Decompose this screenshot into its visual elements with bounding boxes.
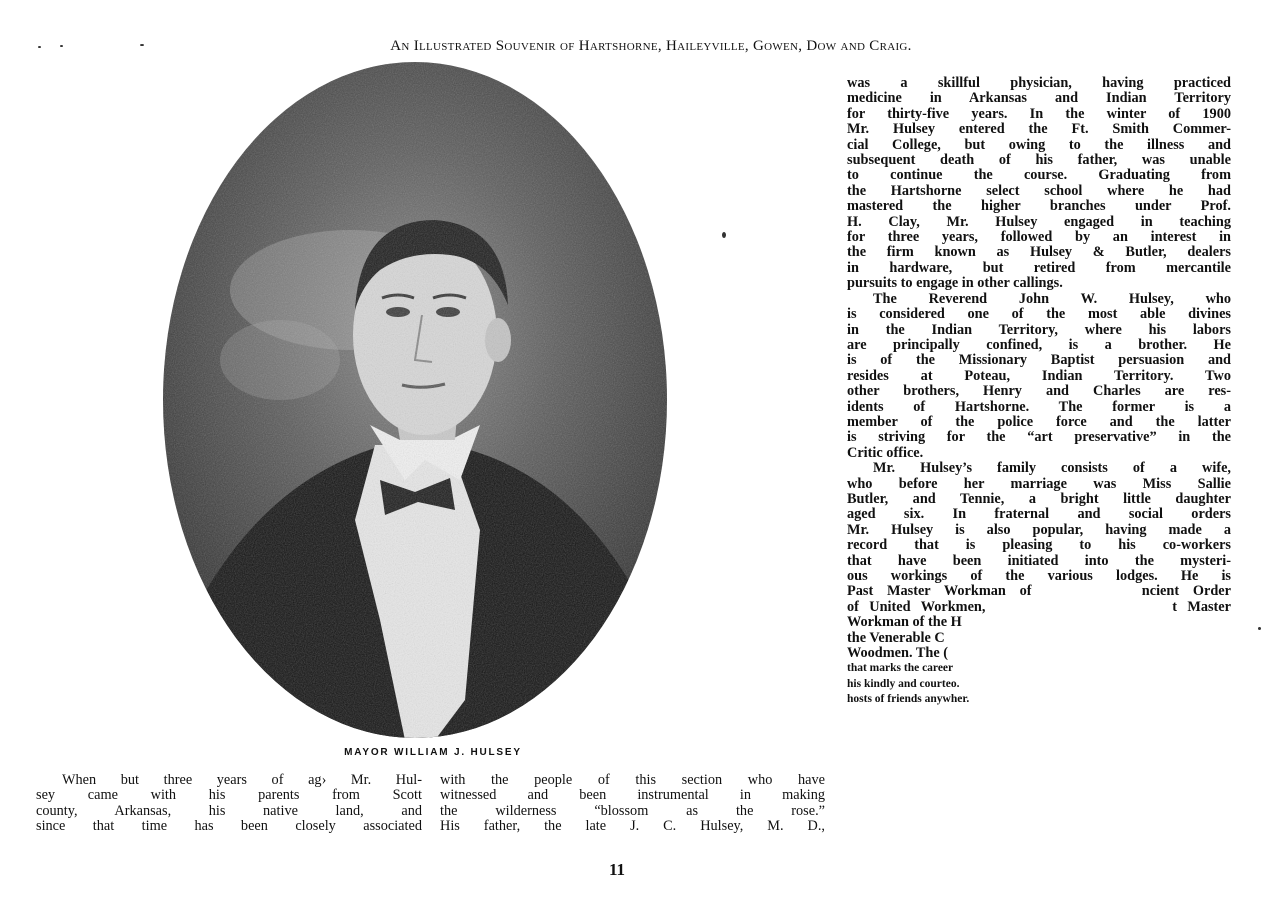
text-line: is of the Missionary Baptist persuasion and (847, 352, 1231, 369)
text-line: cial College, but owing to the illness and (847, 136, 1231, 153)
text-line: who before her marriage was Miss Sallie (847, 475, 1231, 492)
text-line: record that is pleasing to his co-workers (847, 537, 1231, 554)
print-speck (60, 45, 63, 47)
body-column-2 (440, 773, 825, 835)
text-line: the wilderness “blossom as the rose.” (440, 802, 825, 819)
text-line: Critic office. (847, 444, 924, 461)
text-line: medicine in Arkansas and Indian Territory (847, 90, 1231, 107)
text-line: is striving for the “art preservative” in the (847, 429, 1231, 446)
text-line: of United Workmen, t Master (847, 598, 1231, 615)
text-line: in hardware, but retired from mercantile (847, 259, 1231, 276)
text-line: other brothers, Henry and Charles are res- (847, 383, 1231, 400)
text-line: Woodmen. The ( (847, 645, 949, 662)
text-line: The Reverend John W. Hulsey, who (873, 290, 1231, 307)
text-line: with the people of this section who have (440, 772, 825, 788)
text-line: resides at Poteau, Indian Territory. Two (847, 367, 1231, 384)
page-number: 11 (609, 860, 626, 879)
text-line: are principally confined, is a brother. He (847, 336, 1231, 353)
text-line: that marks the career (847, 662, 954, 675)
text-line: idents of Hartshorne. The former is a (847, 398, 1231, 415)
print-speck (1258, 627, 1261, 630)
text-line: Butler, and Tennie, a bright little daughter (847, 490, 1231, 507)
text-line: for three years, followed by an interest in (847, 229, 1231, 246)
text-line: Past Master Workman of ncient Order (847, 583, 1231, 600)
text-line: the Venerable C (847, 629, 945, 646)
text-line: Mr. Hulsey is also popular, having made a (847, 521, 1231, 538)
portrait-caption: MAYOR WILLIAM J. HULSEY (344, 747, 522, 758)
text-line: the Hartshorne select school where he had (847, 182, 1231, 199)
text-line: H. Clay, Mr. Hulsey engaged in teaching (847, 213, 1231, 230)
print-speck (140, 44, 144, 46)
text-line: county, Arkansas, his native land, and (36, 802, 422, 819)
running-header: An Illustrated Souvenir of Hartshorne, Haileyville, Gowen, Dow and Craig. (390, 38, 912, 54)
text-line: subsequent death of his father, was unable (847, 152, 1231, 169)
text-line: in the Indian Territory, where his labors (847, 321, 1231, 338)
text-line: that have been initiated into the mysteri- (847, 552, 1231, 569)
text-line: His father, the late J. C. Hulsey, M. D., (440, 818, 825, 835)
text-line: When but three years of ag› Mr. Hul- (62, 772, 422, 788)
text-line: the firm known as Hulsey & Butler, dealers (847, 244, 1231, 261)
print-speck (38, 46, 41, 48)
text-line: sey came with his parents from Scott (36, 787, 422, 804)
text-line: witnessed and been instrumental in making (440, 787, 825, 804)
text-line: ous workings of the various lodges. He is (847, 568, 1231, 584)
text-line: pursuits to engage in other callings. (847, 275, 1063, 292)
body-column-1 (36, 773, 422, 835)
text-line: for thirty-five years. In the winter of 1900 (847, 105, 1231, 122)
text-line: since that time has been closely associated (36, 818, 422, 835)
text-line: hosts of friends anywher. (847, 693, 970, 706)
text-line: to continue the course. Graduating from (847, 167, 1231, 184)
portrait-photo (150, 60, 680, 740)
text-line: is considered one of the most able divines (847, 306, 1231, 323)
print-speck (722, 232, 726, 238)
text-line: Workman of the H (847, 614, 962, 631)
body-column-3 (847, 76, 1231, 708)
text-line: Mr. Hulsey’s family consists of a wife, (873, 460, 1231, 477)
text-line: member of the police force and the latter (847, 413, 1231, 430)
text-line: mastered the higher branches under Prof. (847, 198, 1231, 215)
text-line: Mr. Hulsey entered the Ft. Smith Commer- (847, 121, 1231, 138)
text-line: aged six. In fraternal and social orders (847, 506, 1231, 523)
text-line: was a skillful physician, having practiced (847, 75, 1231, 91)
text-line: his kindly and courteo. (847, 677, 960, 690)
